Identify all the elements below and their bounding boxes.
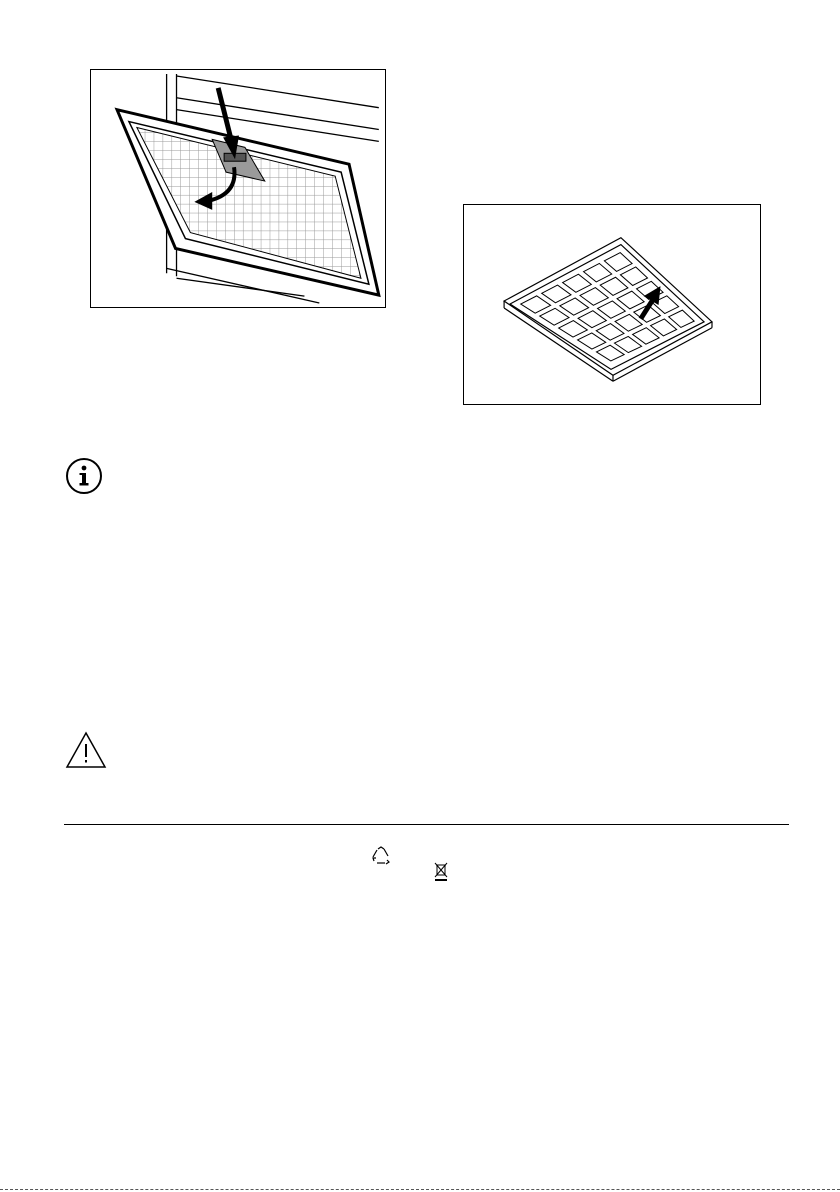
filter-cell [596,324,624,341]
info-icon [64,456,104,496]
filter-cell [598,301,626,318]
filter-cell [580,288,608,306]
filter-cell [560,298,589,315]
filter-cell [633,328,660,345]
filter-cell [578,333,606,349]
filter-cell [604,253,632,272]
crossed-bin-icon [434,862,448,882]
filter-cell [617,291,644,309]
filter-cell [615,314,642,331]
filter-cell [521,296,551,313]
section-divider [64,824,789,825]
filter-cell [596,345,624,361]
warning-icon [64,730,108,770]
filter-cell [583,263,611,282]
filter-removal-drawing [91,70,385,307]
filter-cell [542,285,571,303]
filter-cell [651,319,677,336]
filter-cell [614,336,641,352]
page-bottom-edge [0,1189,840,1190]
filter-tray-illustration [463,204,761,405]
filter-cell [578,311,606,328]
filter-cell [620,267,647,286]
filter-removal-illustration [90,69,386,308]
recycle-icon [370,845,392,867]
filter-cells [521,253,694,361]
filter-cell [540,308,569,325]
filter-cell [559,321,588,338]
filter-cell [600,277,628,295]
grease-filter-panel [117,110,379,295]
filter-cell [563,274,592,292]
filter-tray-drawing [464,205,760,404]
filter-cell [669,310,695,327]
